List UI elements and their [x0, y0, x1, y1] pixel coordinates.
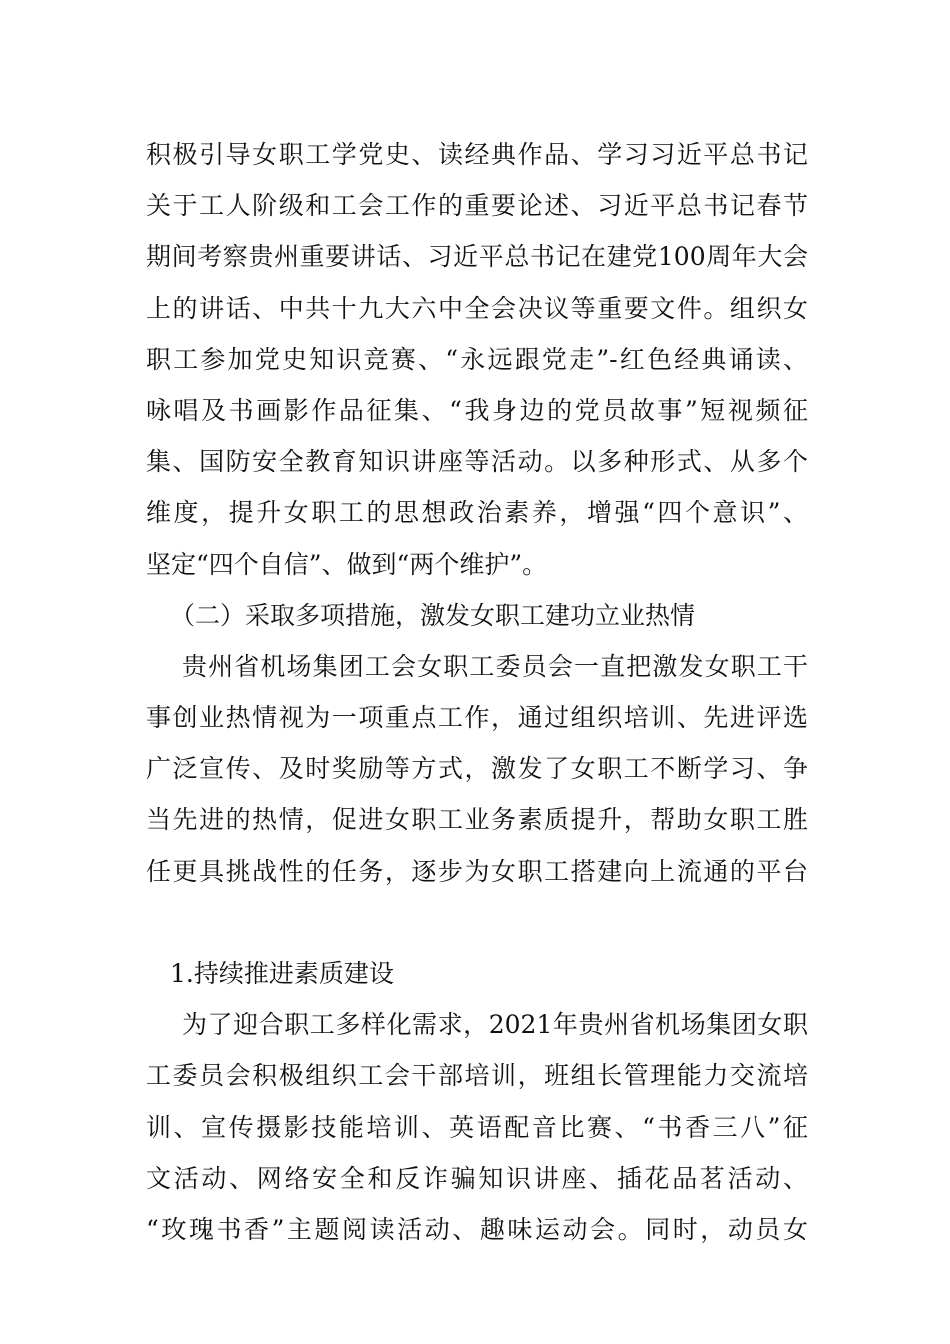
- document-body: [146, 129, 808, 1255]
- text-line: 事创业热情视为一项重点工作，通过组织培训、先进评选: [146, 703, 808, 733]
- text-line: “玫瑰书香”主题阅读活动、趣味运动会。同时，动员女: [146, 1214, 808, 1244]
- subsection-heading: 1.持续推进素质建设: [170, 959, 394, 988]
- text-line: 集、国防安全教育知识讲座等活动。以多种形式、从多个: [146, 447, 808, 477]
- paragraph-3: [146, 999, 808, 1255]
- text-line: 贵州省机场集团工会女职工委员会一直把激发女职工干: [182, 651, 808, 681]
- text-line: 坚定“四个自信”、做到“两个维护”。: [146, 549, 548, 579]
- text-line: 广泛宣传、及时奖励等方式，激发了女职工不断学习、争: [146, 754, 808, 784]
- text-line: 文活动、网络安全和反诈骗知识讲座、插花品茗活动、: [146, 1163, 808, 1193]
- text-line: 期间考察贵州重要讲话、习近平总书记在建党100周年大会: [146, 242, 808, 272]
- paragraph-1: [146, 129, 808, 590]
- text-line: 职工参加党史知识竞赛、“永远跟党走”-红色经典诵读、: [146, 344, 808, 374]
- text-line: 关于工人阶级和工会工作的重要论述、习近平总书记春节: [146, 191, 808, 221]
- text-line: 上的讲话、中共十九大六中全会决议等重要文件。组织女: [146, 293, 808, 323]
- text-line: 工委员会积极组织工会干部培训，班组长管理能力交流培: [146, 1061, 808, 1091]
- text-line: 任更具挑战性的任务，逐步为女职工搭建向上流通的平台: [146, 856, 808, 886]
- text-line: 当先进的热情，促进女职工业务素质提升，帮助女职工胜: [146, 805, 808, 835]
- text-line: 咏唱及书画影作品征集、“我身边的党员故事”短视频征: [146, 395, 808, 425]
- text-line: 维度，提升女职工的思想政治素养，增强“四个意识”、: [146, 498, 808, 528]
- text-line: 训、宣传摄影技能培训、英语配音比赛、“书香三八”征: [146, 1112, 808, 1142]
- paragraph-2: [146, 641, 808, 897]
- section-heading: （二）采取多项措施，激发女职工建功立业热情: [170, 600, 696, 630]
- text-line: 为了迎合职工多样化需求，2021年贵州省机场集团女职: [182, 1010, 808, 1040]
- blank-line: [146, 897, 808, 948]
- text-line: 积极引导女职工学党史、读经典作品、学习习近平总书记: [146, 140, 808, 169]
